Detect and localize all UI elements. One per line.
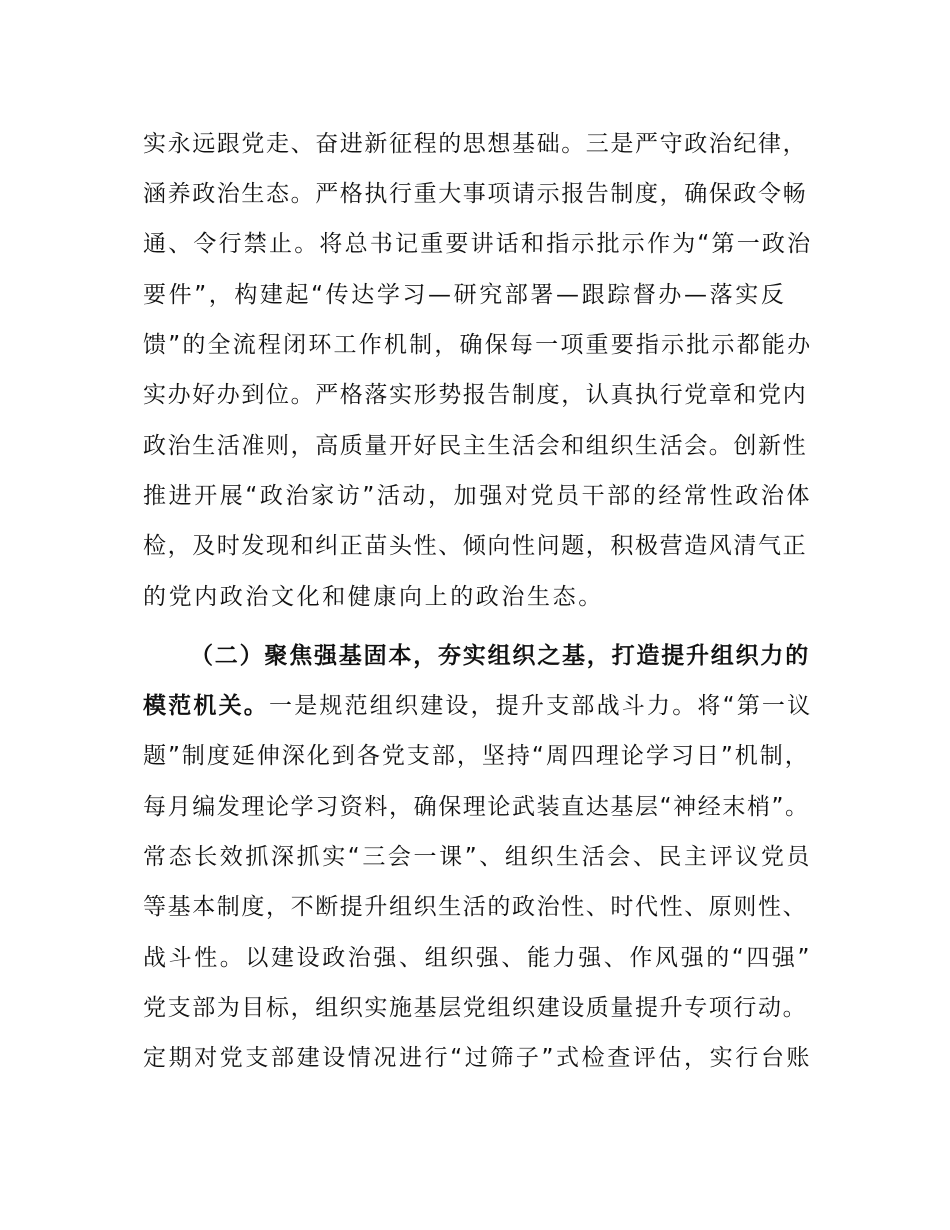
text-line: 每月编发理论学习资料，确保理论武装直达基层“神经末梢”。	[143, 794, 810, 820]
text-line: 推进开展“政治家访”活动，加强对党员干部的经常性政治体	[143, 483, 813, 509]
text-line: 检，及时发现和纠正苗头性、倾向性问题，积极营造风清气正	[143, 533, 808, 559]
section-heading: （二）聚焦强基固本，夯实组织之基，打造提升组织力的	[190, 643, 810, 669]
text-line: 涵养政治生态。严格执行重大事项请示报告制度，确保政令畅	[143, 181, 808, 207]
text-line: 实永远跟党走、奋进新征程的思想基础。三是严守政治纪律，	[143, 131, 808, 157]
section-heading-tail: 模范机关。	[143, 693, 269, 719]
text-line: 题”制度延伸深化到各党支部，坚持“周四理论学习日”机制，	[143, 743, 810, 769]
text-line: 等基本制度，不断提升组织生活的政治性、时代性、原则性、	[143, 894, 808, 920]
text-line: 的党内政治文化和健康向上的政治生态。	[143, 584, 604, 610]
text-line: 定期对党支部建设情况进行“过筛子”式检查评估，实行台账	[143, 1045, 813, 1071]
text-line: 实办好办到位。严格落实形势报告制度，认真执行党章和党内	[143, 382, 808, 408]
text-line: 通、令行禁止。将总书记重要讲话和指示批示作为“第一政治	[143, 231, 813, 257]
text-line: 馈”的全流程闭环工作机制，确保每一项重要指示批示都能办	[143, 332, 813, 358]
text-line: 战斗性。以建设政治强、组织强、能力强、作风强的“四强”	[143, 945, 813, 971]
section-lead-text: 一是规范组织建设，提升支部战斗力。将“第一议	[269, 693, 813, 719]
text-line: 常态长效抓深抓实“三会一课”、组织生活会、民主评议党员	[143, 844, 813, 870]
text-line	[143, 686, 812, 726]
text-line: 政治生活准则，高质量开好民主生活会和组织生活会。创新性	[143, 433, 808, 459]
text-line: 要件”，构建起“传达学习—研究部署—跟踪督办—落实反	[143, 282, 787, 308]
text-line: 党支部为目标，组织实施基层党组织建设质量提升专项行动。	[143, 995, 808, 1021]
